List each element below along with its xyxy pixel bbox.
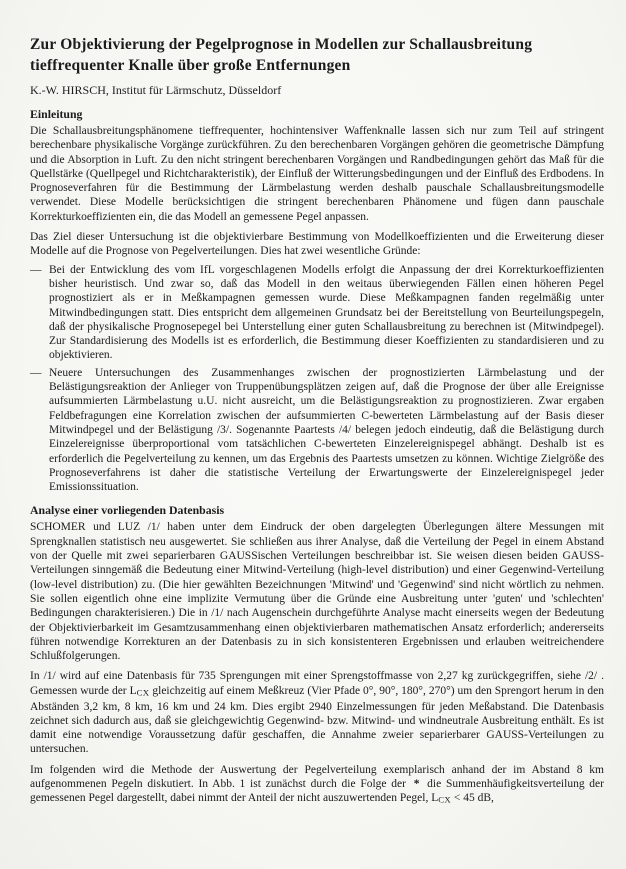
asterisk-marker: *	[413, 778, 420, 791]
bullet-dash-icon: —	[30, 366, 42, 379]
section-heading-analyse: Analyse einer vorliegenden Datenbasis	[30, 503, 225, 518]
bullet-text: Bei der Entwicklung des vom IfL vorgeschlagenen Modells erfolgt die Anpassung der drei Korrekturkoeffizienten bisher heuristisch. Und zwar so, daß das Modell in den weitaus überwiegenden Fällen einen höheren Pegel prognostiziert als er in Meßkampagnen gemessen wurde. Diese Meßkampagnen fanden regelmäßig unter Mitwindbedingungen statt. Dies entspricht dem allgemeinen Grundsatz bei der Bereitstellung von Beurteilungspegeln, daß der physikalische Prognosepegel bei Unterstellung einer guten Schallausbreitung zu berechnen ist (Mitwindpegel). Zur Standardisierung des Modells ist es erforderlich, die Bestimmung dieser Koeffizienten zu standardisieren und zu objektivieren.	[49, 263, 604, 362]
level-symbol: L	[431, 792, 439, 805]
paragraph-segment: gleichzeitig auf einem Meßkreuz (Vier Pfade 0°, 90°, 180°, 270°) um den Sprengort herum in den Abständen 3,2 km, 8 km, 16 km und 24 km. Dies ergibt 2940 Einzelmessungen für jeden Meßabstand. Die Datenbasis zeichnet sich dadurch aus, daß sie gleichgewichtig Gegenwind- bzw. Mitwind- und windneutrale Ausbreitung enthält. Es ist damit eine notwendige Voraussetzung dafür geschaffen, die Annahme zweier separierbarer GAUSS-Verteilungen zu untersuchen.	[30, 684, 605, 756]
level-subscript: CX	[136, 687, 150, 698]
level-subscript: CX	[438, 794, 451, 805]
author-line: K.-W. HIRSCH, Institut für Lärmschutz, Düsseldorf	[30, 83, 282, 97]
paragraph-analysis-3	[30, 763, 604, 807]
bullet-dash-icon: —	[30, 263, 42, 276]
paragraph-intro-2: Das Ziel dieser Untersuchung ist die objektivierbare Bestimmung von Modellkoeffizienten und die Erweiterung dieser Modelle auf die Prognose von Pegelverteilungen. Dies hat zwei wesentliche Gründe:	[30, 231, 604, 258]
bullet-text: Neuere Untersuchungen des Zusammenhanges zwischen der prognostizierten Lärmbelastung und der Belästigungsreaktion der Anlieger von Truppenübungsplätzen zeigen auf, daß die Prognose der über alle Ereignisse aufsummierten Lärmbelastung u.U. nicht ausreicht, um die Belästigungsreaktion zu prognostizieren. Zwar ergaben Feldbefragungen eine Korrelation zwischen der aufsummierten C-bewerteten Lärmbelastung auf der Basis dieser Mitwindpegel und der Belästigung /3/. Sogenannte Paartests /4/ belegen jedoch eindeutig, daß die Belästigung durch Einzelereignisse überproportional vom tatsächlichen C-bewerteten Einzelereignispegel abhängt. Deshalb ist es erforderlich die Pegelverteilung zu kennen, um das Ergebnis des Paartests umsetzen zu können. Wichtige Zielgröße des Prognoseverfahrens ist daher die statistische Verteilung der Erwartungswerte der Einzelereignispegel jeder Emissionssituation.	[49, 366, 604, 494]
list-item	[30, 366, 604, 495]
paragraph-segment: Im folgenden wird die Methode der Auswertung der Pegelverteilung exemplarisch anhand der im Abstand 8 km aufgenommenen Pegeln diskutiert. In Abb. 1 ist zunächst durch die Folge der	[30, 763, 604, 791]
paragraph-analysis-1: SCHOMER und LUZ /1/ haben unter dem Eindruck der oben dargelegten Überlegungen ältere Messungen mit Sprengknallen statistisch neu ausgewertet. Sie schließen aus ihrer Analyse, daß die Verteilung der Pegel in einem Abstand von der Quelle mit zwei separierbaren GAUSSischen Verteilungen beschreibbar ist. Sie weisen diesen beiden GAUSS-Verteilungen sinngemäß die Bedeutung einer Mitwind-Verteilung (high-level distribution) und einer Gegenwind-Verteilung (low-level distribution) zu. (Die hier gewählten Bezeichnungen 'Mitwind' und 'Gegenwind' sind nicht wörtlich zu nehmen. Sie sollen eigentlich ohne eine implizite Vermutung über die Gründe eine Ausbreitung unter 'guten' und 'schlechten' Bedingungen charakterisieren.) Die in /1/ nach Augenschein durchgeführte Analyse macht einerseits wegen der Bedeutung der Objektivierbarkeit im Gesamtzusammenhang einen objektivierbaren mathematischen Ansatz erforderlich; andererseits führen notwendige Korrekturen an der Datenbasis zu in sich konsistenteren Ergebnissen und erlauben weitreichendere Schlußfolgerungen.	[30, 521, 604, 663]
level-symbol: L	[129, 684, 137, 697]
paragraph-segment: < 45 dB,	[450, 792, 494, 805]
paragraph-intro-1: Die Schallausbreitungsphänomene tieffrequenter, hochintensiver Waffenknalle lassen sich nur zum Teil auf stringent berechenbare physikalische Vorgänge zurückführen. Zu den berechenbaren Vorgängen gehören die geometrische Dämpfung und die Absorption in Luft. Zu den nicht stringent berechenbaren Vorgängen und Randbedingungen gehört das Maß für die Quellstärke (Quellpegel und Richtcharakteristik), der Einfluß der Witterungsbedingungen und der Einfluß des Erdbodens. In Prognoseverfahren für die Bestimmung der Lärmbelastung werden deshalb pauschale Schallausbreitungsmodelle verwendet. Diese Modelle berücksichtigen die stringent berechenbaren Phänomene und fügen dann pauschale Korrekturkoeffizienten ein, die das Modell an gemessene Pegel anpassen.	[30, 125, 604, 223]
list-item	[30, 263, 604, 363]
paper-title: Zur Objektivierung der Pegelprognose in Modellen zur Schallausbreitung tieffrequenter Knalle über große Entfernungen	[30, 36, 533, 74]
paragraph-segment: In /1/ wird auf eine Datenbasis für 735 Sprengungen mit einer Sprengstoffmasse von 2,27 kg zurückgegriffen, siehe /2/ . Gemessen wurde der	[30, 670, 604, 697]
bullet-list	[30, 263, 604, 495]
paragraph-segment: die Summenhäufigkeitsverteilung der gemessenen Pegel dargestellt, dabei nimmt der Anteil der nicht auszuwertenden Pegel,	[30, 778, 604, 805]
section-heading-einleitung: Einleitung	[30, 107, 83, 121]
paragraph-analysis-2	[30, 669, 604, 756]
